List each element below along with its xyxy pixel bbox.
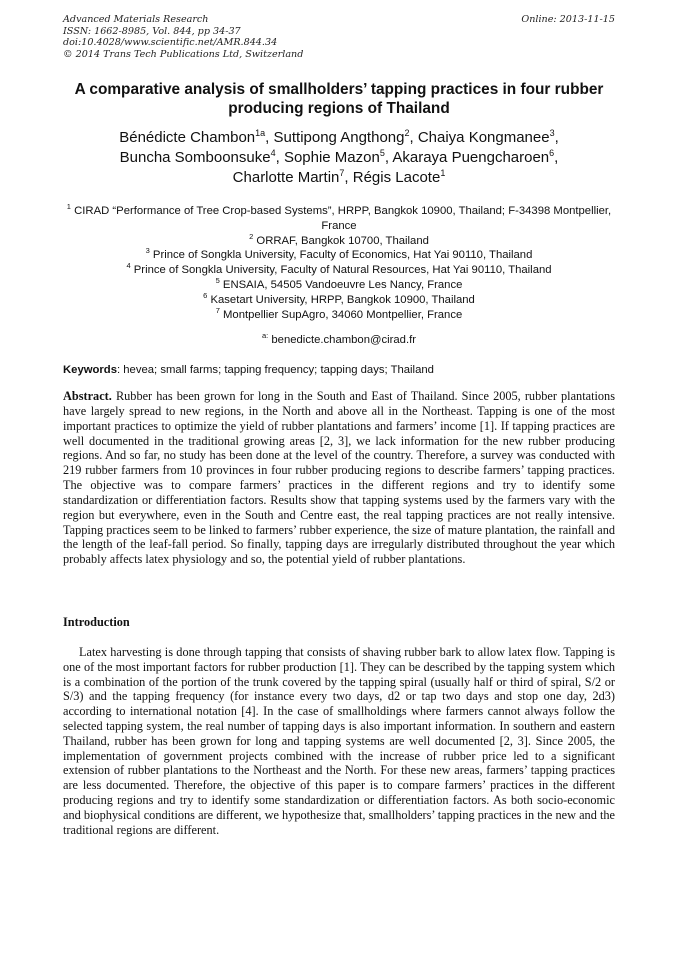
introduction-heading: Introduction (63, 615, 130, 629)
affiliation: $^5$ ENSAIA, 54505 Vandoeuvre Les Nancy, France (215, 276, 463, 291)
author-name: Chaiya Kongmanee (417, 129, 550, 146)
author-sup: 3 (549, 128, 555, 138)
journal-name: Advanced Materials Research (63, 14, 209, 25)
author-sup: 1 (440, 168, 446, 178)
keywords-line (63, 363, 615, 377)
abstract-label: Abstract. (63, 389, 112, 403)
author-name: Charlotte Martin (232, 169, 340, 186)
keywords-label: Keywords (63, 364, 117, 376)
affiliation: $^2$ ORRAF, Bangkok 10700, Thailand (249, 231, 429, 247)
author-name: Sophie Mazon (283, 149, 380, 166)
abstract-paragraph (63, 389, 615, 567)
author-sup: 6 (549, 148, 555, 158)
affiliation: $^3$ Prince of Songkla University, Faculty of Economics, Hat Yai 90110, Thailand (145, 246, 533, 262)
author-name: Suttipong Angthong (273, 129, 405, 146)
author-sup: 5 (379, 148, 385, 158)
author-list: Bénédicte Chambon$^{1a}$, Suttipong Angthong$^2$, Chaiya Kongmanee$^3$, Buncha Somboonsuke$^4$, Sophie Mazon$^5$, Akaraya Puengcharoen$^6$, Charlotte Martin$^7$, Régis Lacote$^1$ (119, 128, 559, 186)
copyright-line: © 2014 Trans Tech Publications Ltd, Switzerland (63, 48, 304, 60)
affiliation-list (63, 204, 615, 322)
author-name: Buncha Somboonsuke (119, 149, 271, 166)
author-sup: 2 (404, 128, 410, 138)
author-name: Bénédicte Chambon (119, 129, 256, 146)
author-sup: 7 (339, 168, 345, 178)
email-address[interactable]: benedicte.chambon@cirad.fr (271, 334, 416, 346)
author-name: Akaraya Puengcharoen (392, 149, 550, 166)
journal-header (63, 14, 615, 60)
introduction-paragraph: Latex harvesting is done through tapping that consists of shaving rubber bark to allow latex flow. Tapping is one of the most important factors for rubber production [1]. They can be described by the tapping system which is a combination of the portion of the trunk covered by the tapping spiral (usually half or third of spiral, S/2 or S/3) and the tapping frequency (for instance every two days, d2 or tap two days and stop one day, 2d3) according to international notation [4]. In the case of smallholdings where farmers cannot always follow the selected tapping system, the real number of tapping days is also important information. In southern and eastern Thailand, rubber has been grown for long and tapping systems are well documented [2, 3]. Since 2005, the implementation of government projects combined with the increase of rubber price led to a significant extension of rubber plantations to the Northeast and the North. For these new areas, farmers’ tapping practices are less documented. Therefore, the objective of this paper is to compare farmers’ practices in the different producing regions and try to identify some standardization or differentiation factors. As both socio-economic and biophysical conditions are different, we hypothesize that, smallholders’ tapping practices in the new and the traditional regions are different. (63, 645, 615, 837)
abstract-text: Rubber has been grown for long in the South and East of Thailand. Since 2005, rubber plantations have largely spread to new regions, in the North and above all in the Northeast. Tapping is one of the most important practices to optimize the yield of rubber plantations and farmers’ income [1]. If tapping practices are well documented in the traditional growing areas [2, 3], we lack information for the new rubber producing regions. And so far, no study has been done at the level of the country. Therefore, a survey was conducted with 219 rubber farmers from 10 provinces in four rubber producing regions to describe farmers’ tapping practices. The objective was to compare farmers’ practices in the different regions and try to identify some standardization or differentiation factors. Results show that tapping systems used by the farmers vary with the region but everywhere, even in the South and Centre east, the real tapping practices are not really intensive. Tapping practices seem to be linked to farmers’ rubber experience, the size of mature plantation, the rainfall and the length of the leaf-fall period. So finally, tapping days are irregularly distributed throughout the year which probably affects latex physiology and so, the potential yield of rubber plantations. (63, 389, 615, 567)
affiliation: $^6$ Kasetart University, HRPP, Bangkok 10900, Thailand (203, 291, 475, 306)
author-sup: 1a (255, 128, 266, 138)
email-sup: a: (261, 331, 269, 341)
affiliation: $^1$ CIRAD “Performance of Tree Crop-based Systems”, HRPP, Bangkok 10900, Thailand; F-34398 Montpellier, France (66, 202, 612, 232)
author-name: Régis Lacote (352, 169, 441, 186)
doi-line: doi:10.4028/www.scientific.net/AMR.844.34 (63, 37, 278, 48)
corresponding-email (63, 333, 615, 347)
online-date: Online: 2013-11-15 (521, 14, 615, 25)
affiliation: $^7$ Montpellier SupAgro, 34060 Montpellier, France (215, 305, 463, 321)
affiliation: $^4$ Prince of Songkla University, Faculty of Natural Resources, Hat Yai 90110, Thailand (126, 261, 552, 277)
paper-title: A comparative analysis of smallholders’ tapping practices in four rubber producing regions of Thailand (74, 81, 604, 117)
issn-line: ISSN: 1662-8985, Vol. 844, pp 34-37 (63, 25, 241, 37)
keywords-text: : hevea; small farms; tapping frequency; tapping days; Thailand (117, 364, 434, 376)
author-sup: 4 (270, 148, 276, 158)
